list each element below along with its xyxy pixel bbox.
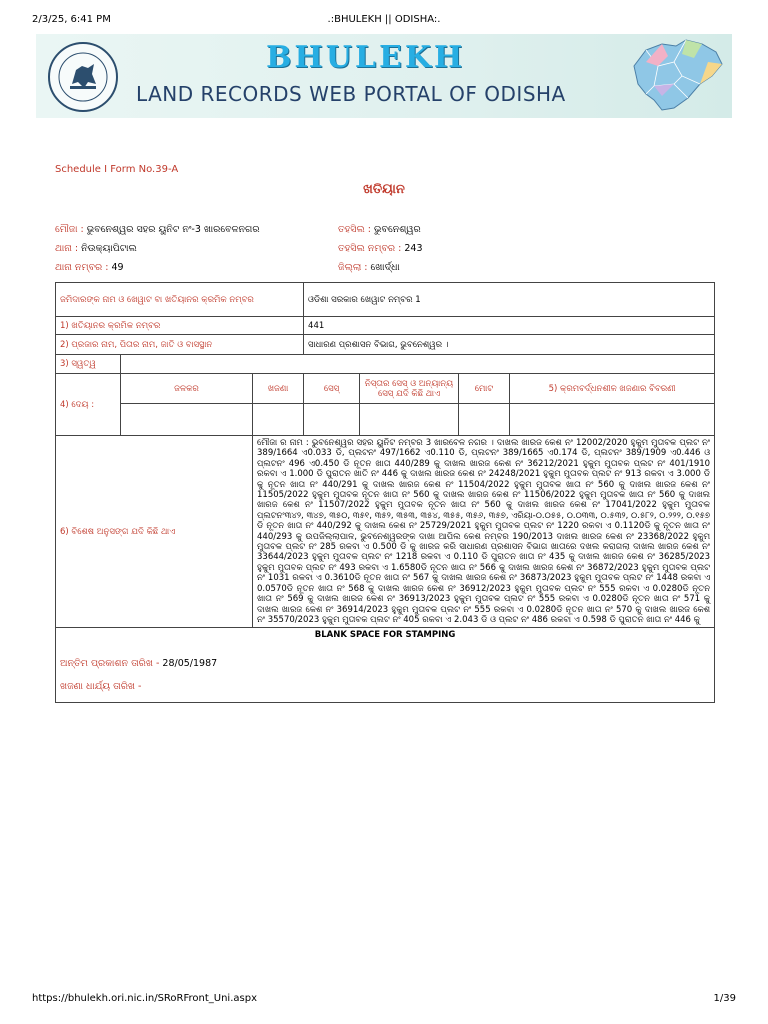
tahasil-number-field xyxy=(338,243,423,254)
dues-label: 4) ଦେୟ : xyxy=(56,374,121,436)
print-url: https://bhulekh.ori.nic.in/SRoRFront_Uni.aspx xyxy=(32,993,257,1004)
print-header xyxy=(32,14,736,28)
remarks-value: ମୌଜା ର ନାମ : ଭୁବନେଶ୍ୱର ସହର ୟୁନିଟ ନମ୍ବର 3 ଖାରବେଳ ନଗର । ଦାଖଲ ଖାରଜ କେଶ ନଂ 12002/2020 ହୁକୁମ ମୁତାବକ ପ୍ଲଟ ନଂ 389/1664 ଏ0.033 ଡି, ପ୍ଲଟନଂ 497/1662 ଏ0.110 ଡି, ପ୍ଲଟନଂ 389/1665 ଏ0.174 ଡି, ପ୍ଲଟନଂ 389/1909 ଏ0.446 ଓ ପ୍ଲଟନଂ 496 ଏ0.450 ଡି ନୂତନ ଖାତା 440/289 କୁ ଦାଖଲ ଖାରଜ କେଶ ନଂ 36212/2021 ହୁକୁମ ମୁତାବକ ପ୍ଲଟ ନଂ 401/1910 ରକବା ଏ 1.000 ଡି ପୁରାତନ ଖାତି ନଂ 446 କୁ ଦାଖଲ ଖାରଜ କେଶ ନଂ 24248/2021 ହୁକୁମ ମୁତାବକ ପ୍ଲଟ ନଂ 913 ରକବା ଏ 3.000 ଡି କୁ ନୂତନ ଖାତା ନଂ 440/291 କୁ ଦାଖଲ ଖାରଜ କେଶ ନଂ 11504/2022 ହୁକୁମ ମୁତାବକ ଖାତା ନଂ 560 କୁ ଦାଖଲ ଖାରଜ କେଶ ନଂ 11505/2022 ହୁକୁମ ମୁତାବକ ନୂତନ ଖାତା ନଂ 560 କୁ ଦାଖଲ ଖାରଜ କେଶ ନଂ 11506/2022 ହୁକୁମ ମୁତାବକ ଖାତା ନଂ 560 କୁ ଦାଖଲ ଖାରଜ କେଶ ନଂ 11507/2022 ହୁକୁମ ମୁତାବକ ନୂତନ ଖାତା ନଂ 560 କୁ ଦାଖଲ ଖାରଜ କେଶ ନଂ 17041/2022 ହୁକୁମ ମୁତାବକ ପ୍ଲଟନଂ୩୪୨, ୩୪୭, ୩୫୦, ୩୫୧, ୩୫୨, ୩୫୩, ୩୫୪, ୩୫୫, ୩୫୬, ୩୫୭, ଏରିୟା-୦.୦୫୫, ୦.୦୩୩, ୦.୫୩୨, ୦.୫୮୨, ୦.୨୨୨, ୦.୧୫୭ ଡି ନୂତନ ଖାତା ନଂ 440/292 କୁ ଦାଖଲ କେଶ ନଂ 25729/2021 ହୁକୁମ ମୁତାବକ ପ୍ଲଟ ନଂ 1220 ରକବା ଏ 0.1120ଡି କୁ ନୂତନ ଖାତା ନଂ 440/293 କୁ ଉପଜିଲ୍ଲାପାଳ, ଭୁବନେଶ୍ୱରଙ୍କ ଦାଖା ଆପିଲ କେଶ ନମ୍ବର 190/2013 ଦାଖଲ ଖାରଜ କେଶ ନଂ 23368/2022 ହୁକୁମ ମୁତାବକ ପ୍ଲଟ ନଂ 285 ରକବା ଏ 0.500 ଡି କୁ ଖାରଜ କରି ସାଧାରଣ ପ୍ରଶାସନ ବିଭାଗ ଖାତାରେ ଦଖଲ କରାଗଲା ଦାଖଲ ଖାରଜ କେଶ ନଂ 33644/2023 ହୁକୁମ ମୁତାବକ ପ୍ଲଟ ନଂ 1218 ରକବା ଏ 0.110 ଡି ପୁରାତନ ଖାତା ନଂ 435 କୁ ଦାଖଲ ଖାରଜ କେଶ ନଂ 36285/2023 ହୁକୁମ ମୁତାବକ ପ୍ଲଟ ନଂ 493 ରକବା ଏ 1.6580ଡି ନୂତନ ଖାତା ନଂ 566 କୁ ଦାଖଲ ଖାରଜ କେଶ ନଂ 36872/2023 ହୁକୁମ ମୁତାବକ ପ୍ଲଟ ନଂ 1031 ରକବା ଏ 0.3610ଡି ନୂତନ ଖାତା ନଂ 567 କୁ ଦାଖଲ ଖାରଜ କେଶ ନଂ 36873/2023 ହୁକୁମ ମୁତାବକ ପ୍ଲଟ ନଂ 1448 ରକବା ଏ 0.0570ଡି ନୂତନ ଖାତା ନଂ 568 କୁ ଦାଖଲ ଖାରଜ କେଶ ନଂ 36912/2023 ହୁକୁମ ମୁତାବକ ପ୍ଲଟ ନଂ 555 ରକବା ଏ 0.0280ଡି ନୂତନ ଖାତା ନଂ 569 କୁ ଦାଖଲ ଖାରଜ କେଶ ନଂ 36913/2023 ହୁକୁମ ମୁତାବକ ପ୍ଲଟ ନଂ 555 ରକବା ଏ 0.0280ଡି ନୂତନ ଖାତା ନଂ 571 କୁ ଦାଖଲ ଖାରଜ କେଶ ନଂ 36914/2023 ହୁକୁମ ମୁତାବକ ପ୍ଲଟ ନଂ 555 ରକବା ଏ 0.0280ଡି ନୂତନ ଖାତା ନଂ 570 କୁ ଦାଖଲ ଖାରଜ କେଶ ନଂ 35570/2023 ହୁକୁମ ମୁତାବକ ପ୍ଲଟ ନଂ 405 ରକବା ଏ 2.043 ଡି ଓ ପ୍ଲଟ ନଂ 486 ରକବା ଏ 0.598 ଡି ପୁରାତନ ଖାତା ନଂ 446 କୁ xyxy=(253,436,715,628)
right-value xyxy=(121,355,715,374)
tenant-label: 2) ପ୍ରଜାର ନାମ, ପିତାର ନାମ, ଜାତି ଓ ବାସସ୍ଥାନ xyxy=(56,335,304,355)
final-publication-label: ଅନ୍ତିମ ପ୍ରକାଶନ ତାରିଖ - xyxy=(60,658,160,670)
tenant-value: ସାଧାରଣ ପ୍ରଶାସନ ବିଭାଗ, ଭୁବନେଶ୍ୱର । xyxy=(304,335,715,355)
portal-banner xyxy=(36,34,732,118)
dues-rent-value xyxy=(253,404,304,436)
dues-progressive-value xyxy=(510,404,715,436)
dues-cess-value xyxy=(304,404,360,436)
final-publication-date xyxy=(56,652,714,675)
khatian-table xyxy=(55,282,715,703)
brand-logo: BHULEKH xyxy=(266,40,466,75)
owner-label: ଜମିଦାରଙ୍କ ନାମ ଓ ଖେୱାଟ ବା ଖତିୟାନର କ୍ରମିକ ନମ୍ବର xyxy=(56,283,304,317)
remarks-row xyxy=(56,436,715,628)
print-page-number: 1/39 xyxy=(713,993,736,1004)
district-field xyxy=(338,262,400,273)
mouja-field xyxy=(55,224,260,235)
dues-water-value xyxy=(121,404,253,436)
owner-row xyxy=(56,283,715,317)
stamp-space: BLANK SPACE FOR STAMPING xyxy=(314,630,456,641)
portal-tagline: LAND RECORDS WEB PORTAL OF ODISHA xyxy=(136,82,566,106)
dues-header-row xyxy=(56,374,715,404)
dues-other-cess-value xyxy=(360,404,459,436)
print-footer xyxy=(32,993,736,1007)
khatian-no-value: 441 xyxy=(304,317,715,335)
thana-label: ଥାନା : xyxy=(55,243,79,254)
print-title: .:BHULEKH || ODISHA:. xyxy=(327,14,441,25)
dues-header-progressive: 5) କ୍ରମବର୍ଦ୍ଧନଶୀଳ ଖଜଣାର ବିବରଣୀ xyxy=(510,374,715,404)
thana-number-label: ଥାନା ନମ୍ବର : xyxy=(55,262,109,273)
tahasil-field xyxy=(338,224,421,235)
district-label: ଜିଲ୍ଲା : xyxy=(338,262,368,273)
khatian-no-label: 1) ଖତିୟାନର କ୍ରମିକ ନମ୍ବର xyxy=(56,317,304,335)
thana-number-field xyxy=(55,262,124,273)
thana-number-value: 49 xyxy=(111,262,124,273)
mouja-label: ମୌଜା : xyxy=(55,224,84,235)
final-publication-value: 28/05/1987 xyxy=(162,658,218,670)
odisha-map-icon xyxy=(624,36,728,120)
odisha-emblem-icon xyxy=(48,42,118,112)
khatian-no-row xyxy=(56,317,715,335)
dues-header-water: ଜଳକର xyxy=(121,374,253,404)
tahasil-value: ଭୁବନେଶ୍ୱର xyxy=(374,224,421,235)
dues-header-other-cess: ନିସ୍ତାର ସେସ୍ ଓ ଅନ୍ୟାନ୍ୟ ସେସ୍ ଯଦି କିଛି ଥାଏ xyxy=(360,374,459,404)
dues-header-cess: ସେସ୍ xyxy=(304,374,360,404)
thana-field xyxy=(55,243,137,254)
tahasil-label: ତହସିଲ : xyxy=(338,224,371,235)
thana-value: ନିଉକ୍ୟାପିଟାଲ xyxy=(81,243,137,254)
print-date: 2/3/25, 6:41 PM xyxy=(32,14,111,25)
right-row xyxy=(56,355,715,374)
remarks-label: 6) ବିଶେଷ ଅନୁସଙ୍ଗ ଯଦି କିଛି ଥାଏ xyxy=(56,436,253,628)
tenant-row xyxy=(56,335,715,355)
dues-value-row xyxy=(56,404,715,436)
tahasil-number-value: 243 xyxy=(404,243,423,254)
district-value: ଖୋର୍ଦ୍ଧା xyxy=(370,262,400,273)
tahasil-number-label: ତହସିଲ ନମ୍ବର : xyxy=(338,243,402,254)
mouja-value: ଭୁବନେଶ୍ୱର ସହର ୟୁନିଟ ନଂ-3 ଖାରବେଳନଗର xyxy=(86,224,260,235)
document-title: ଖତିୟାନ xyxy=(363,182,405,197)
dues-header-rent: ଖଜଣା xyxy=(253,374,304,404)
rent-fixation-label: ଖଜଣା ଧାର୍ଯ୍ୟ ତାରିଖ - xyxy=(60,681,142,693)
rent-fixation-date xyxy=(56,675,714,702)
form-number: Schedule I Form No.39-A xyxy=(55,164,179,175)
dues-header-total: ମୋଟ xyxy=(459,374,510,404)
right-label: 3) ସ୍ୱତ୍ୱ xyxy=(56,355,121,374)
footer-row xyxy=(56,628,715,703)
dues-total-value xyxy=(459,404,510,436)
owner-value: ଓଡିଶା ସରକାର ଖେୱାଟ ନମ୍ବର 1 xyxy=(304,283,715,317)
